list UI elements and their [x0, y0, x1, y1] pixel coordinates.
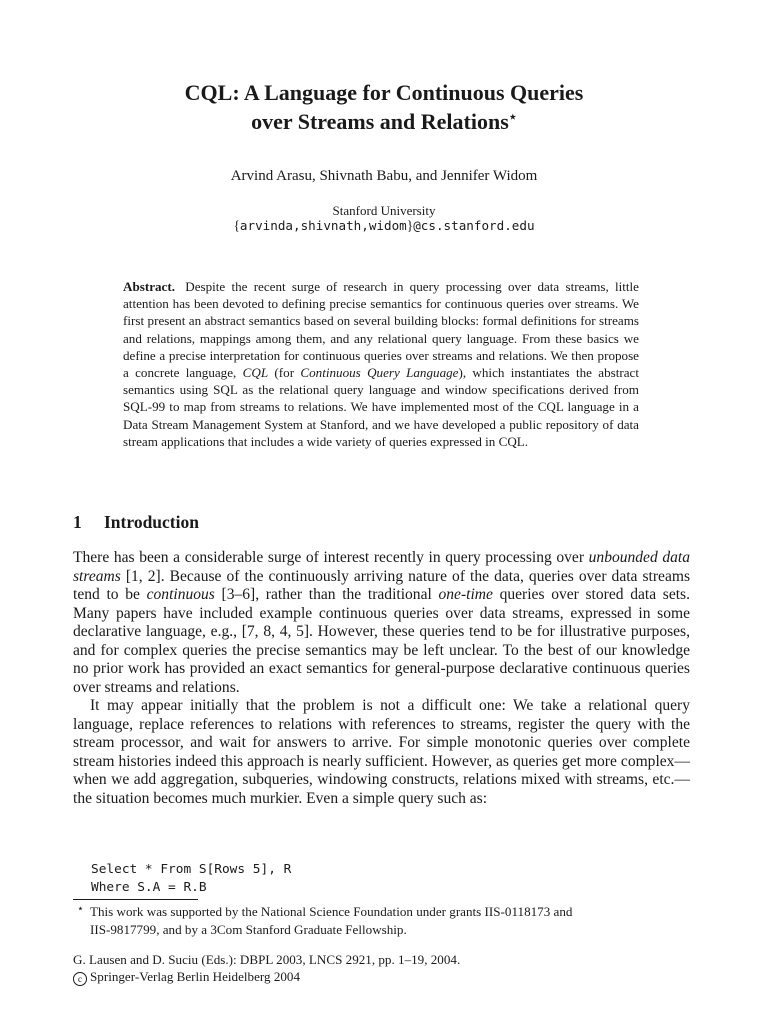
- author-emails: [0, 217, 768, 235]
- code-line-1: Select * From S[Rows 5], R: [91, 862, 292, 877]
- citation-line-1: G. Lausen and D. Suciu (Eds.): DBPL 2003, LNCS 2921, pp. 1–19, 2004.: [73, 952, 461, 967]
- email-brace-close: }: [406, 218, 414, 233]
- author-list: Arvind Arasu, Shivnath Babu, and Jennifer Widom: [230, 168, 538, 184]
- citation-line-2: Springer-Verlag Berlin Heidelberg 2004: [90, 969, 301, 984]
- p1-italic-3: one-time: [438, 586, 493, 603]
- email-domain: @cs.stanford.edu: [413, 218, 535, 233]
- p1-italic-2: continuous: [146, 586, 215, 603]
- code-line-2: Where S.A = R.B: [91, 880, 207, 895]
- footnote-line-1-row: [73, 903, 690, 921]
- footnote-line-1: This work was supported by the National Science Foundation under grants IIS-0118173 and: [90, 904, 573, 919]
- p1-text-3: [3–6], rather than the traditional: [214, 586, 439, 603]
- abstract-text-2: (for: [268, 365, 301, 381]
- footnote-mark: ⋆: [77, 903, 84, 915]
- title-footnote-mark: ⋆: [508, 109, 517, 124]
- abstract: [123, 278, 639, 450]
- title-line-2: [0, 107, 768, 136]
- section-title: Introduction: [104, 512, 199, 532]
- section-heading: [73, 512, 199, 533]
- citation-block: [73, 951, 460, 986]
- footnote-rule: [73, 899, 198, 900]
- paragraph-1: [73, 549, 690, 697]
- affiliation: Stanford University: [332, 203, 436, 218]
- citation-line-2-row: [73, 968, 460, 986]
- p1-text-2: [1, 2]. Because of the continuously arriving nature of the data, queries over data streams tend to be: [73, 567, 690, 603]
- intro-body: [73, 549, 690, 808]
- title-line-2-text: over Streams and Relations: [251, 109, 509, 134]
- email-users: arvinda,shivnath,widom: [239, 218, 407, 233]
- footnote: [73, 903, 690, 938]
- paper-title: [0, 78, 768, 136]
- abstract-label: Abstract.: [123, 279, 175, 294]
- footnote-line-2: IIS-9817799, and by a 3Com Stanford Graduate Fellowship.: [90, 921, 407, 937]
- p1-italic-1: unbounded data streams: [73, 549, 690, 585]
- title-line-1: CQL: A Language for Continuous Queries: [184, 80, 584, 105]
- copyright-icon: c: [73, 972, 87, 986]
- section-number: 1: [73, 512, 82, 532]
- paragraph-2: It may appear initially that the problem is not a difficult one: We take a relational query language, replace references to relations with references to streams, register the query with the stream processor, and wait for answers to arrive. For simple monotonic queries over complete stream histories indeed this approach is nearly sufficient. However, as queries get more complex—when we add aggregation, subqueries, windowing constructs, relations mixed with streams, etc.—the situation becomes much murkier. Even a simple query such as:: [73, 697, 690, 807]
- abstract-cql: CQL: [242, 365, 269, 381]
- email-brace-open: {: [233, 218, 240, 233]
- abstract-text-3: ), which instantiates the abstract semantics using SQL as the relational query language and window specifications derived from SQL-99 to map from streams to relations. We have implemented most of the CQL language in a Data Stream Management System at Stanford, and we have developed a public repository of data stream applications that includes a wide variety of queries expressed in CQL.: [123, 365, 639, 449]
- abstract-cql-full: Continuous Query Language: [300, 365, 459, 381]
- code-example: [91, 861, 291, 897]
- p1-text-1: There has been a considerable surge of interest recently in query processing over: [73, 549, 589, 566]
- abstract-text-1: Despite the recent surge of research in query processing over data streams, little attention has been devoted to defining precise semantics for continuous queries over streams. We first present an abstract semantics based on several building blocks: formal definitions for streams and relations, mappings among them, and any relational query language. From these basics we define a precise interpretation for continuous queries over streams and relations. We then propose a concrete language,: [123, 279, 639, 381]
- p1-text-4: queries over stored data sets. Many papers have included example continuous queries over data streams, expressed in some declarative language, e.g., [7, 8, 4, 5]. However, these queries tend to be for illustrative purposes, and for complex queries the precise semantics may be left unclear. To the best of our knowledge no prior work has provided an exact semantics for general-purpose declarative continuous queries over streams and relations.: [73, 586, 690, 696]
